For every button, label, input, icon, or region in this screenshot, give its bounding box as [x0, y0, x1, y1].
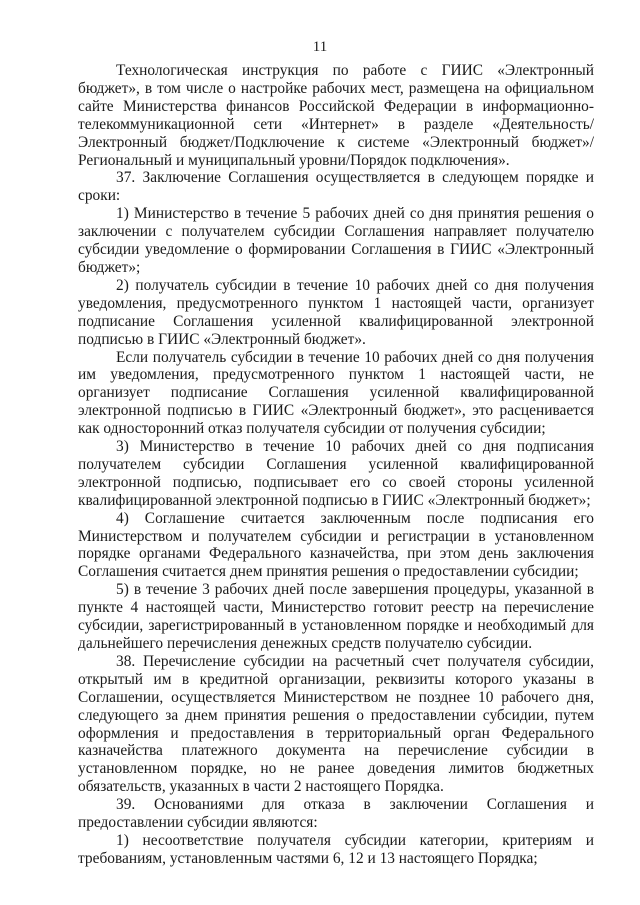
document-body	[78, 62, 594, 868]
paragraph-instruction-link: Технологическая инструкция по работе с ГИИС «Электронный бюджет», в том числе о настройке рабочих мест, размещена на официальном сайте Министерства финансов Российской Федерации в информационно-телекоммуникационной сети «Интернет» в разделе «Деятельность/Электронный бюджет/Подключение к системе «Электронный бюджет»/Региональный и муниципальный уровни/Порядок подключения».	[78, 62, 594, 169]
paragraph-37: 37. Заключение Соглашения осуществляется в следующем порядке и сроки:	[78, 169, 594, 205]
paragraph-37-item-5: 5) в течение 3 рабочих дней после завершения процедуры, указанной в пункте 4 настоящей части, Министерство готовит реестр на перечисление субсидии, зарегистрированный в установленном порядке и необходимый для дальнейшего перечисления денежных средств получателю субсидии.	[78, 581, 594, 652]
paragraph-39: 39. Основаниями для отказа в заключении Соглашения и предоставлении субсидии являются:	[78, 796, 594, 832]
paragraph-37-item-4: 4) Соглашение считается заключенным после подписания его Министерством и получателем субсидии и регистрации в установленном порядке органами Федерального казначейства, при этом день заключения Соглашения считается днем принятия решения о предоставлении субсидии;	[78, 509, 594, 581]
paragraph-38: 38. Перечисление субсидии на расчетный счет получателя субсидии, открытый им в кредитной организации, реквизиты которого указаны в Соглашении, осуществляется Министерством не позднее 10 рабочего дня, следующего за днем принятия решения о предоставлении субсидии, путем оформления и предоставления в территориальный орган Федерального казначейства платежного документа на перечисление субсидии в установленном порядке, но не ранее доведения лимитов бюджетных обязательств, указанных в части 2 настоящего Порядка.	[78, 652, 594, 796]
paragraph-37-item-2-note: Если получатель субсидии в течение 10 рабочих дней со дня получения им уведомления, предусмотренного пунктом 1 настоящей части, не организует подписание Соглашения усиленной квалифицированной электронной подписью в ГИИС «Электронный бюджет», это расценивается как односторонний отказ получателя субсидии от получения субсидии;	[78, 348, 594, 438]
paragraph-37-item-1: 1) Министерство в течение 5 рабочих дней со дня принятия решения о заключении с получателем субсидии Соглашения направляет получателю субсидии уведомление о формировании Соглашения в ГИИС «Электронный бюджет»;	[78, 205, 594, 276]
paragraph-37-item-2: 2) получатель субсидии в течение 10 рабочих дней со дня получения уведомления, предусмотренного пунктом 1 настоящей части, организует подписание Соглашения усиленной квалифицированной электронной подписью в ГИИС «Электронный бюджет».	[78, 276, 594, 348]
page-number: 11	[312, 39, 328, 55]
paragraph-37-item-3: 3) Министерство в течение 10 рабочих дней со дня подписания получателем субсидии Соглашения усиленной квалифицированной электронной подписью, подписывает его со своей стороны усиленной квалифицированной электронной подписью в ГИИС «Электронный бюджет»;	[78, 438, 594, 509]
paragraph-39-item-1: 1) несоответствие получателя субсидии категории, критериям и требованиям, установленным частями 6, 12 и 13 настоящего Порядка;	[78, 831, 594, 867]
